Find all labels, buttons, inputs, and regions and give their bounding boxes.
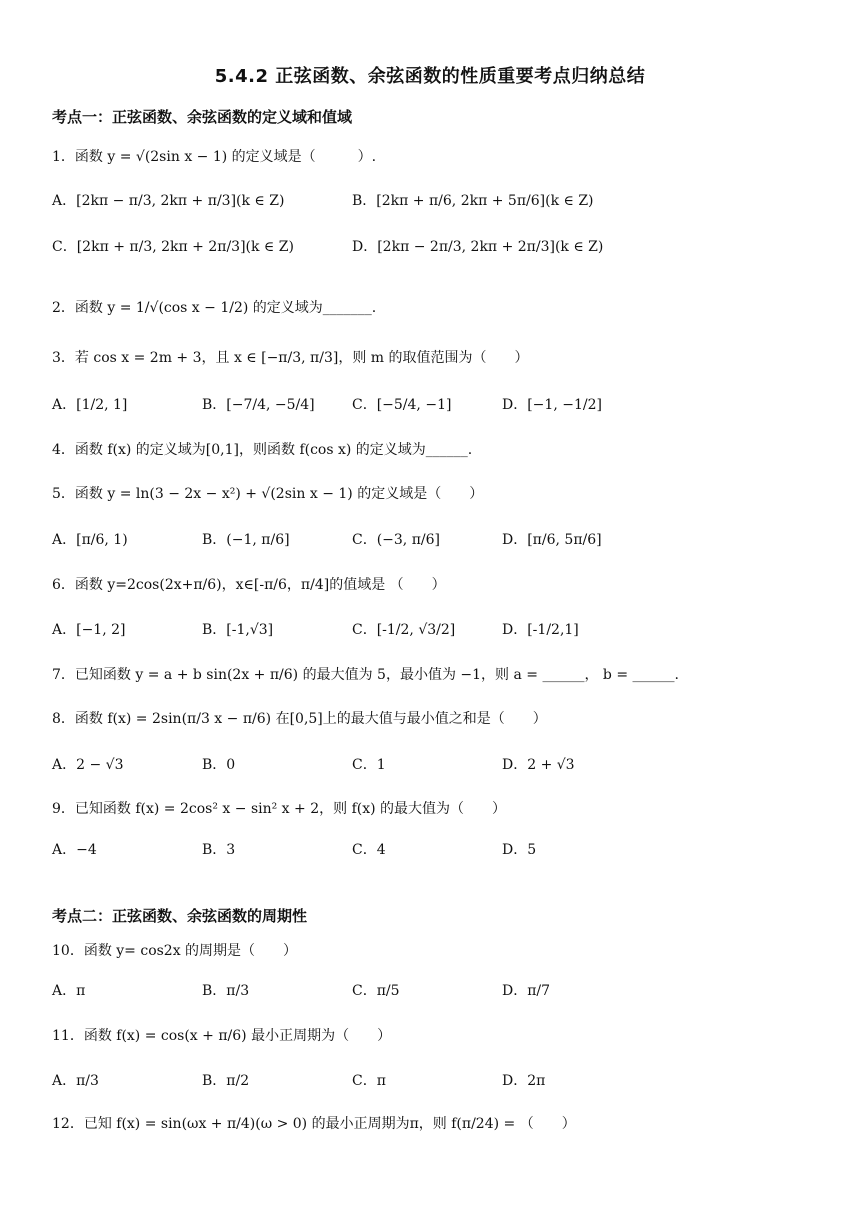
question-9-option-a: A．−4 <box>52 842 97 858</box>
question-12-stem: 12．已知 f(x) = sin(ωx + π/4)(ω > 0) 的最小正周期为π，则 f(π/24) = （ ） <box>52 1116 576 1132</box>
question-9-stem: 9．已知函数 f(x) = 2cos² x − sin² x + 2，则 f(x) 的最大值为（ ） <box>52 801 507 817</box>
question-4-stem: 4．函数 f(x) 的定义域为[0,1]，则函数 f(cos x) 的定义域为______. <box>52 442 473 458</box>
question-1-option-c: C．[2kπ + π/3, 2kπ + 2π/3](k ∈ Z) <box>52 239 294 255</box>
question-5-option-d: D．[π/6, 5π/6] <box>502 532 602 548</box>
question-1-option-a: A．[2kπ − π/3, 2kπ + π/3](k ∈ Z) <box>52 193 285 209</box>
question-1-stem: 1．函数 y = √(2sin x − 1) 的定义域是（ ）. <box>52 149 377 165</box>
question-6-option-a: A．[−1, 2] <box>52 622 126 638</box>
question-9-option-c: C．4 <box>352 842 386 858</box>
question-3-option-b: B．[−7/4, −5/4] <box>202 397 315 413</box>
question-11-option-a: A．π/3 <box>52 1073 99 1089</box>
question-9-option-d: D．5 <box>502 842 537 858</box>
question-8-option-a: A．2 − √3 <box>52 757 124 773</box>
question-11-stem: 11．函数 f(x) = cos(x + π/6) 最小正周期为（ ） <box>52 1028 392 1044</box>
question-8-option-d: D．2 + √3 <box>502 757 575 773</box>
question-10-option-b: B．π/3 <box>202 983 250 999</box>
section-heading-2: 考点二：正弦函数、余弦函数的周期性 <box>52 907 308 925</box>
question-3-option-c: C．[−5/4, −1] <box>352 397 452 413</box>
question-11-option-d: D．2π <box>502 1073 546 1089</box>
question-6-option-c: C．[-1/2, √3/2] <box>352 622 456 638</box>
question-1-option-d: D．[2kπ − 2π/3, 2kπ + 2π/3](k ∈ Z) <box>352 239 604 255</box>
question-3-option-d: D．[−1, −1/2] <box>502 397 602 413</box>
question-9-option-b: B．3 <box>202 842 236 858</box>
question-1-option-b: B．[2kπ + π/6, 2kπ + 5π/6](k ∈ Z) <box>352 193 594 209</box>
page-title: 5.4.2 正弦函数、余弦函数的性质重要考点归纳总结 <box>214 66 646 87</box>
question-10-option-c: C．π/5 <box>352 983 400 999</box>
question-2-stem: 2．函数 y = 1/√(cos x − 1/2) 的定义域为_______. <box>52 300 377 316</box>
question-8-stem: 8．函数 f(x) = 2sin(π/3 x − π/6) 在[0,5]上的最大值与最小值之和是（ ） <box>52 711 547 727</box>
question-5-stem: 5．函数 y = ln(3 − 2x − x²) + √(2sin x − 1) 的定义域是（ ） <box>52 486 484 502</box>
question-11-option-c: C．π <box>352 1073 386 1089</box>
question-7-stem: 7．已知函数 y = a + b sin(2x + π/6) 的最大值为 5，最小值为 −1，则 a = ______， b = ______. <box>52 667 679 683</box>
question-6-option-b: B．[-1,√3] <box>202 622 274 638</box>
question-10-option-d: D．π/7 <box>502 983 551 999</box>
question-5-option-a: A．[π/6, 1) <box>52 532 128 548</box>
question-6-stem: 6．函数 y=2cos(2x+π/6)，x∈[-π/6，π/4]的值域是 （ ） <box>52 577 446 593</box>
question-11-option-b: B．π/2 <box>202 1073 250 1089</box>
question-8-option-c: C．1 <box>352 757 386 773</box>
question-10-option-a: A．π <box>52 983 86 999</box>
question-6-option-d: D．[-1/2,1] <box>502 622 579 638</box>
question-10-stem: 10．函数 y= cos2x 的周期是（ ） <box>52 943 298 959</box>
question-5-option-b: B．(−1, π/6] <box>202 532 290 548</box>
question-3-option-a: A．[1/2, 1] <box>52 397 128 413</box>
question-3-stem: 3．若 cos x = 2m + 3，且 x ∈ [−π/3, π/3]，则 m 的取值范围为（ ） <box>52 350 529 366</box>
question-5-option-c: C．(−3, π/6] <box>352 532 440 548</box>
section-heading-1: 考点一：正弦函数、余弦函数的定义域和值域 <box>52 108 353 126</box>
question-8-option-b: B．0 <box>202 757 236 773</box>
